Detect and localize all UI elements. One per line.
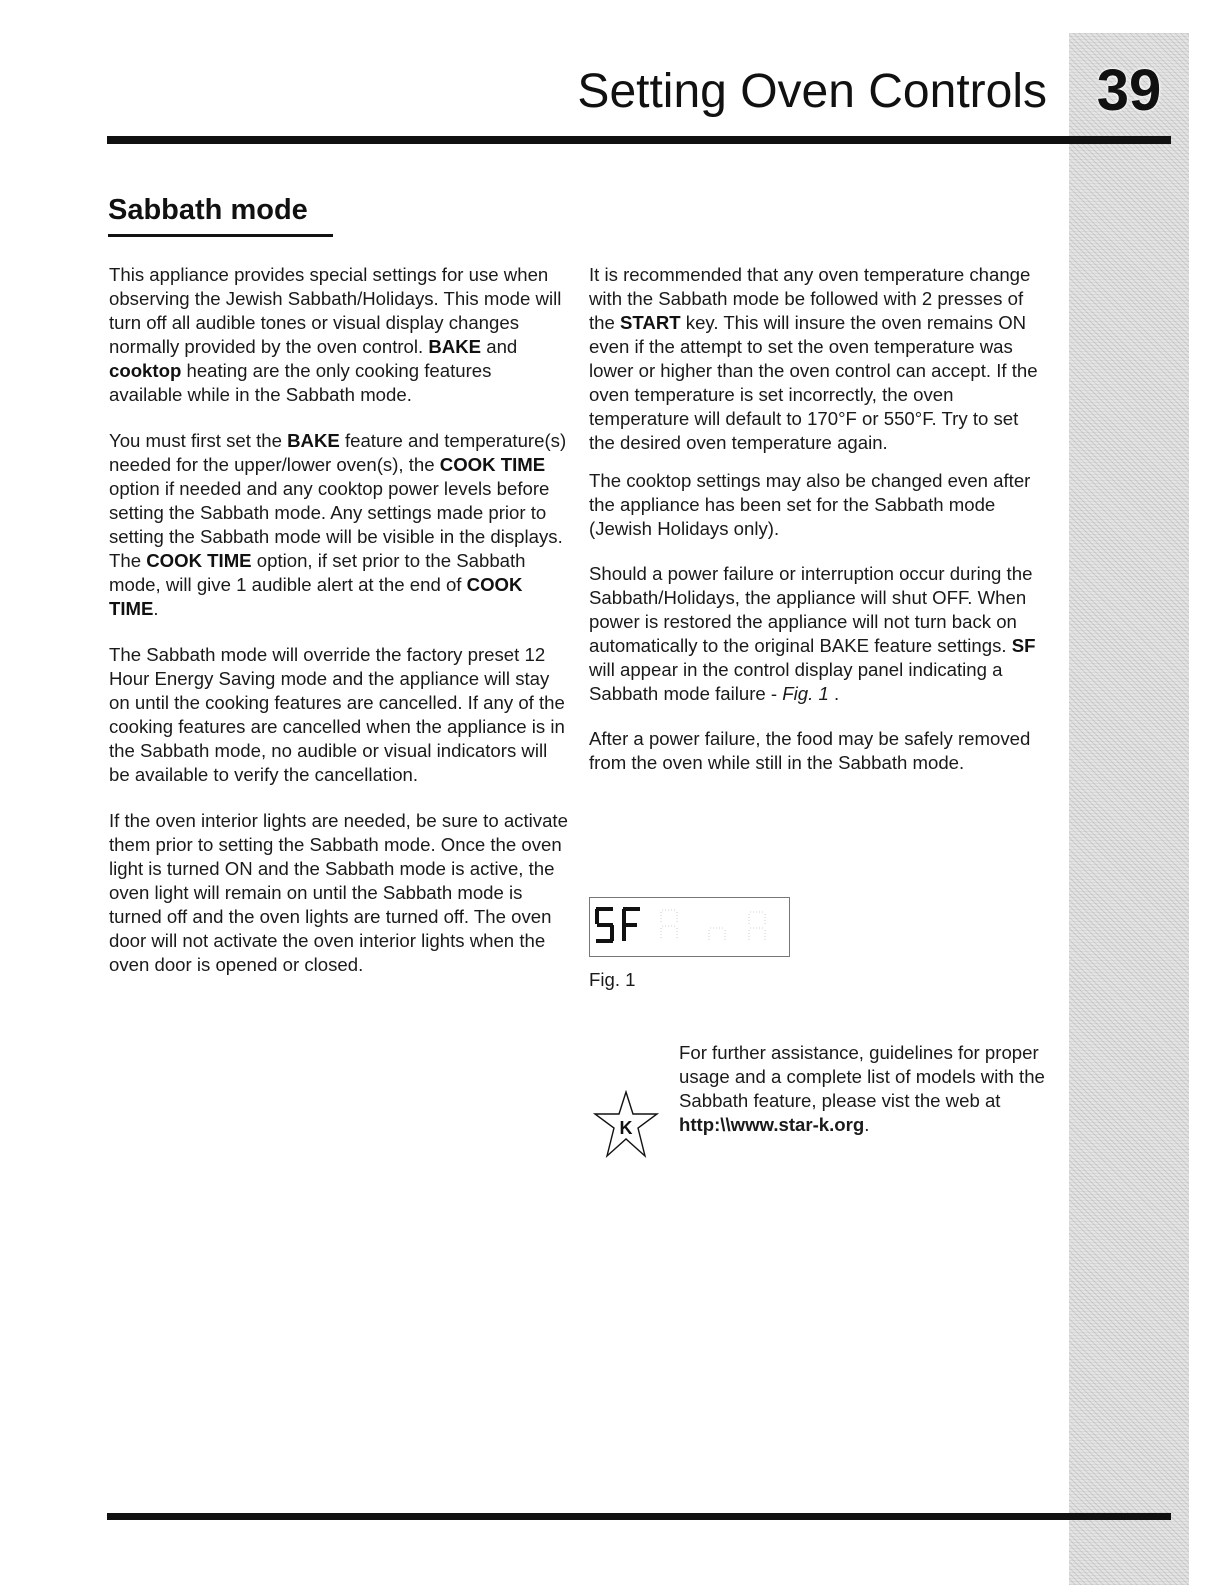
paragraph-energy-saving-override: The Sabbath mode will override the factory preset 12 Hour Energy Saving mode and the appliance will stay on until the cooking features are cancelled. If any of the cooking features are cancelled when the appliance is in the Sabbath mode, no audible or visual indicators will be available to verify the cancellation.	[109, 644, 565, 785]
left-column	[109, 263, 569, 977]
page-header-title: Setting Oven Controls	[577, 65, 1047, 118]
paragraph-power-failure: Should a power failure or interruption occur during the Sabbath/Holidays, the appliance will shut OFF. When power is restored the appliance will not turn back on automatically to the original BAKE feature settings. SF will appear in the control display panel indicating a Sabbath mode failure - Fig. 1 .	[589, 563, 1036, 704]
section-title: Sabbath mode	[108, 194, 308, 226]
page-number: 39	[1096, 58, 1162, 123]
right-column	[589, 263, 1049, 775]
header-rule	[107, 136, 1171, 144]
paragraph-oven-lights: If the oven interior lights are needed, be sure to activate them prior to setting the Sabbath mode. Once the oven light is turned ON and the Sabbath mode is active, the oven light will remain on until the Sabbath mode is turned off and the oven lights are turned off. The oven door will not activate the oven interior lights when the oven door is opened or closed.	[109, 810, 568, 975]
assistance-note: For further assistance, guidelines for proper usage and a complete list of models with the Sabbath feature, please vist the web at http:\\www.star-k.org.	[679, 1042, 1045, 1135]
paragraph-set-before-sabbath: You must first set the BAKE feature and temperature(s) needed for the upper/lower oven(s), the COOK TIME option if needed and any cooktop power levels before setting the Sabbath mode. Any settings made prior to setting the Sabbath mode will be visible in the displays. The COOK TIME option, if set prior to the Sabbath mode, will give 1 audible alert at the end of COOK TIME.	[109, 430, 567, 619]
control-display-sf	[589, 897, 790, 957]
footer-rule	[107, 1513, 1171, 1520]
figure-caption: Fig. 1	[589, 969, 636, 990]
sf-segment-readout	[590, 898, 789, 956]
star-k-website-link[interactable]: http:\\www.star-k.org	[679, 1114, 865, 1135]
paragraph-cooktop-settings: The cooktop settings may also be changed even after the appliance has been set for the Sabbath mode (Jewish Holidays only).	[589, 470, 1031, 539]
paragraph-after-power-failure: After a power failure, the food may be safely removed from the oven while still in the Sabbath mode.	[589, 728, 1031, 773]
assistance-text: For further assistance, guidelines for proper usage and a complete list of models with the Sabbath feature, please vist the web at	[679, 1042, 1045, 1111]
section-title-underline	[108, 234, 333, 237]
svg-text:K: K	[619, 1118, 633, 1138]
paragraph-sabbath-intro: This appliance provides special settings for use when observing the Jewish Sabbath/Holidays. This mode will turn off all audible tones or visual display changes normally provided by the oven control. BAKE and cooktop heating are the only cooking features available while in the Sabbath mode.	[109, 264, 562, 405]
chapter-tab	[1069, 33, 1189, 1585]
paragraph-temperature-change: It is recommended that any oven temperature change with the Sabbath mode be followed with 2 presses of the START key. This will insure the oven remains ON even if the attempt to set the oven temperature was lower or higher than the oven control can accept. If the oven temperature is set incorrectly, the oven temperature will default to 170°F or 550°F. Try to set the desired oven temperature again.	[589, 264, 1038, 453]
star-k-icon	[593, 1090, 659, 1160]
